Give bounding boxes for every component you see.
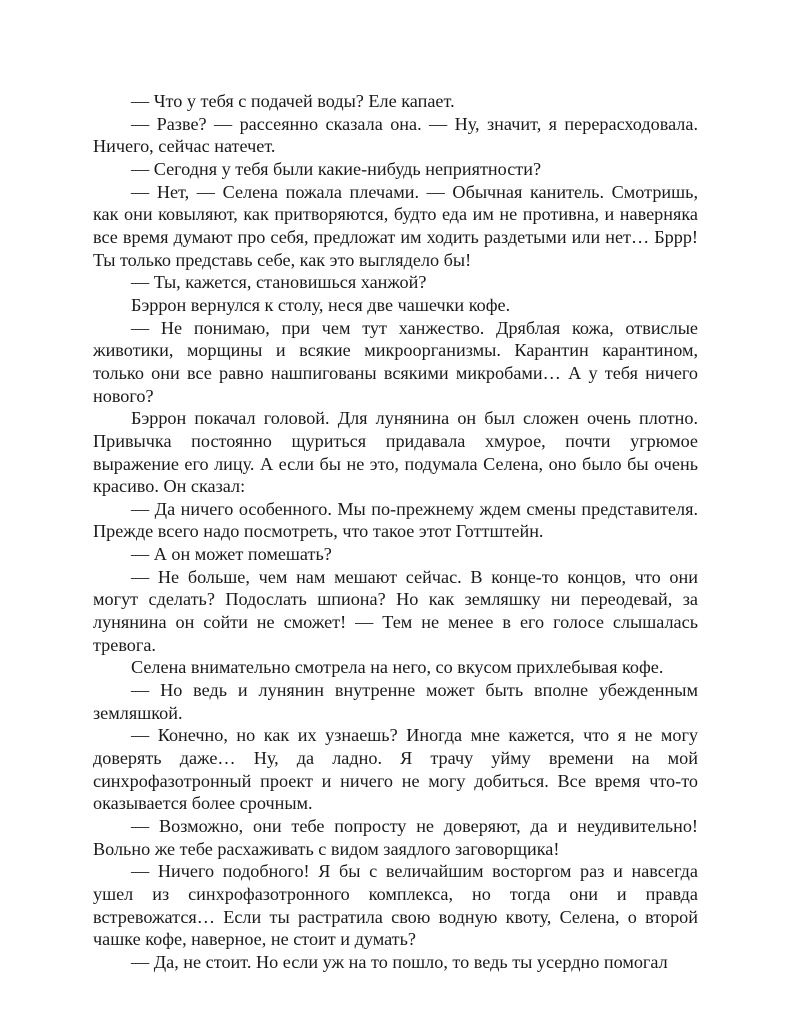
- paragraph: — Нет, — Селена пожала плечами. — Обычная канитель. Смотришь, как они ковыляют, как притворяются, будто еда им не противна, и наверняка все время думают про себя, предложат им ходить раздетыми или нет… Бррр! Ты только представь себе, как это выглядело бы!: [93, 181, 698, 270]
- paragraph: — Да, не стоит. Но если уж на то пошло, то ведь ты усердно помогал: [131, 951, 668, 972]
- paragraph: — Но ведь и лунянин внутренне может быть вполне убежденным земляшкой.: [93, 680, 698, 723]
- paragraph: — Да ничего особенного. Мы по-прежнему ждем смены представителя. Прежде всего надо посмотреть, что такое этот Готтштейн.: [93, 498, 698, 542]
- paragraph: Селена внимательно смотрела на него, со вкусом прихлебывая кофе.: [131, 657, 664, 678]
- paragraph: — Ничего подобного! Я бы с величайшим восторгом раз и навсегда ушел из синхрофазотронного комплекса, но тогда они и правда встревожатся… Если ты растратила свою водную квоту, Селена, о второй чашке кофе, наверное, не стоит и думать?: [93, 861, 698, 950]
- paragraph: — Не понимаю, при чем тут ханжество. Дряблая кожа, отвислые животики, морщины и всякие микроорганизмы. Карантин карантином, только они все равно нашпигованы всякими микробами… А у тебя ничего нового?: [93, 317, 698, 406]
- paragraph: — Разве? — рассеянно сказала она. — Ну, значит, я перерасходовала. Ничего, сейчас натечет.: [93, 113, 698, 157]
- paragraph: — Ты, кажется, становишься ханжой?: [131, 272, 427, 293]
- document-page: [93, 90, 698, 974]
- paragraph: — Не больше, чем нам мешают сейчас. В конце-то концов, что они могут сделать? Подослать шпиона? Но как земляшку ни переодевай, за лунянина он сойти не сможет! — Тем не менее в его голосе слышалась тревога.: [93, 566, 698, 655]
- paragraph: Бэррон вернулся к столу, неся две чашечки кофе.: [131, 294, 511, 315]
- paragraph: — А он может помешать?: [131, 544, 332, 565]
- paragraph: — Сегодня у тебя были какие-нибудь неприятности?: [131, 158, 542, 179]
- paragraph: — Конечно, но как их узнаешь? Иногда мне кажется, что я не могу доверять даже… Ну, да ладно. Я трачу уйму времени на мой синхрофазотронный проект и ничего не могу добиться. Все время что-то оказывается более срочным.: [93, 725, 698, 814]
- paragraph: — Возможно, они тебе попросту не доверяют, да и неудивительно! Вольно же тебе расхаживать с видом заядлого заговорщика!: [93, 816, 698, 859]
- paragraph: — Что у тебя с подачей воды? Еле капает.: [131, 91, 455, 111]
- paragraph: Бэррон покачал головой. Для лунянина он был сложен очень плотно. Привычка постоянно щуриться придавала хмурое, почти угрюмое выражение его лицу. А если бы не это, подумала Селена, оно было бы очень красиво. Он сказал:: [93, 408, 698, 497]
